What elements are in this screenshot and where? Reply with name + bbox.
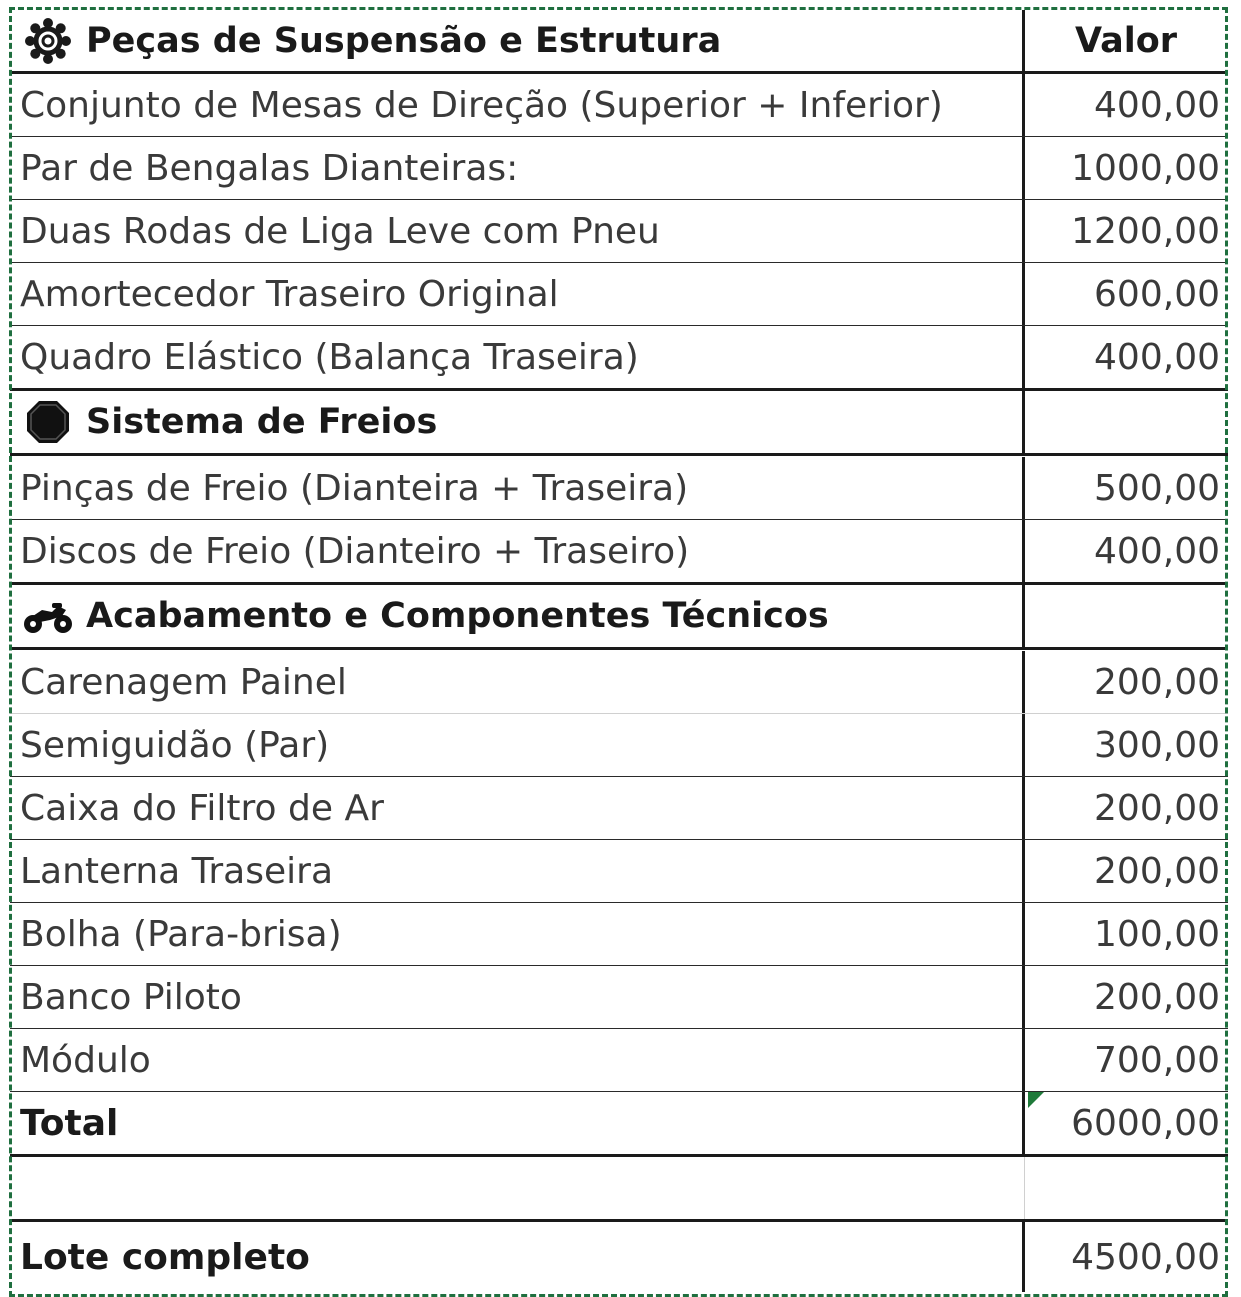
table-row[interactable] [10,520,1228,585]
item-value: 1000,00 [1071,147,1220,189]
item-value-cell[interactable] [1028,326,1224,388]
section-label: Acabamento e Componentes Técnicos [86,596,829,636]
lot-value: 4500,00 [1071,1236,1220,1278]
item-label-cell[interactable] [10,1029,1025,1091]
item-label: Duas Rodas de Liga Leve com Pneu [20,210,660,252]
item-value: 300,00 [1094,724,1220,766]
item-value-cell[interactable] [1028,457,1224,519]
item-label: Módulo [20,1039,151,1081]
item-label-cell[interactable] [10,200,1025,262]
empty-row[interactable] [10,1157,1228,1222]
section-value-cell[interactable] [1028,391,1224,453]
item-label: Discos de Freio (Dianteiro + Traseiro) [20,530,690,572]
section-row-brakes[interactable] [10,391,1228,456]
header-value-label: Valor [1074,20,1178,61]
table-row[interactable] [10,200,1228,263]
item-label: Par de Bengalas Dianteiras: [20,147,519,189]
item-value-cell[interactable] [1028,903,1224,965]
table-row[interactable] [10,326,1228,391]
table-row[interactable] [10,137,1228,200]
table-row[interactable] [10,1029,1228,1092]
section-value-cell[interactable] [1028,585,1224,647]
item-label: Lanterna Traseira [20,850,334,892]
item-value-cell[interactable] [1028,777,1224,839]
header-cell-value[interactable] [1028,10,1224,71]
item-value-cell[interactable] [1028,966,1224,1028]
item-value: 400,00 [1094,530,1220,572]
lot-label-cell[interactable] [10,1222,1025,1292]
lot-label: Lote completo [20,1236,310,1278]
formula-indicator [1028,1092,1044,1108]
item-label-cell[interactable] [10,714,1025,776]
lot-value-cell[interactable] [1028,1222,1224,1292]
item-label: Quadro Elástico (Balança Traseira) [20,336,639,378]
empty-cell[interactable] [10,1157,1025,1219]
item-value-cell[interactable] [1028,651,1224,713]
item-label-cell[interactable] [10,137,1025,199]
motorcycle-icon [20,592,76,640]
item-label-cell[interactable] [10,840,1025,902]
item-value: 200,00 [1094,976,1220,1018]
item-label: Amortecedor Traseiro Original [20,273,559,315]
item-value: 200,00 [1094,661,1220,703]
section-row-finishing[interactable] [10,585,1228,650]
table-row[interactable] [10,714,1228,777]
item-label: Carenagem Painel [20,661,347,703]
table-row[interactable] [10,840,1228,903]
section-label-cell[interactable] [10,391,1025,453]
item-label-cell[interactable] [10,520,1025,582]
item-value: 500,00 [1094,467,1220,509]
table-row[interactable] [10,263,1228,326]
total-label: Total [20,1102,119,1144]
header-cell-category[interactable] [10,10,1025,71]
item-label-cell[interactable] [10,457,1025,519]
table-row[interactable] [10,903,1228,966]
section-label: Sistema de Freios [86,402,438,442]
item-value: 200,00 [1094,850,1220,892]
item-value-cell[interactable] [1028,200,1224,262]
item-label-cell[interactable] [10,651,1025,713]
total-value-cell[interactable] [1028,1092,1224,1154]
item-label-cell[interactable] [10,966,1025,1028]
item-value-cell[interactable] [1028,74,1224,136]
item-value: 400,00 [1094,84,1220,126]
item-value: 1200,00 [1071,210,1220,252]
item-label: Banco Piloto [20,976,242,1018]
lot-row[interactable] [10,1222,1228,1292]
item-value: 700,00 [1094,1039,1220,1081]
item-label-cell[interactable] [10,74,1025,136]
total-value: 6000,00 [1071,1102,1220,1144]
item-value-cell[interactable] [1028,840,1224,902]
item-value-cell[interactable] [1028,714,1224,776]
item-value: 100,00 [1094,913,1220,955]
item-value: 200,00 [1094,787,1220,829]
total-label-cell[interactable] [10,1092,1025,1154]
item-label-cell[interactable] [10,263,1025,325]
stop-octagon-icon [20,398,76,446]
item-label-cell[interactable] [10,326,1025,388]
empty-cell[interactable] [1028,1157,1224,1219]
table-row[interactable] [10,966,1228,1029]
table-row[interactable] [10,74,1228,137]
table-row[interactable] [10,457,1228,520]
item-label: Conjunto de Mesas de Direção (Superior + Inferior) [20,84,943,126]
item-value: 400,00 [1094,336,1220,378]
item-label-cell[interactable] [10,903,1025,965]
item-value-cell[interactable] [1028,137,1224,199]
item-value-cell[interactable] [1028,263,1224,325]
gear-icon [20,17,76,65]
item-label: Pinças de Freio (Dianteira + Traseira) [20,467,689,509]
item-label: Bolha (Para-brisa) [20,913,342,955]
total-row[interactable] [10,1092,1228,1157]
table-row[interactable] [10,777,1228,840]
item-value-cell[interactable] [1028,520,1224,582]
item-value-cell[interactable] [1028,1029,1224,1091]
item-label-cell[interactable] [10,777,1025,839]
item-label: Caixa do Filtro de Ar [20,787,384,829]
item-value: 600,00 [1094,273,1220,315]
item-label: Semiguidão (Par) [20,724,330,766]
table-row[interactable] [10,651,1228,714]
section-label-cell[interactable] [10,585,1025,647]
header-category-label: Peças de Suspensão e Estrutura [86,20,722,61]
header-row[interactable] [10,10,1228,74]
